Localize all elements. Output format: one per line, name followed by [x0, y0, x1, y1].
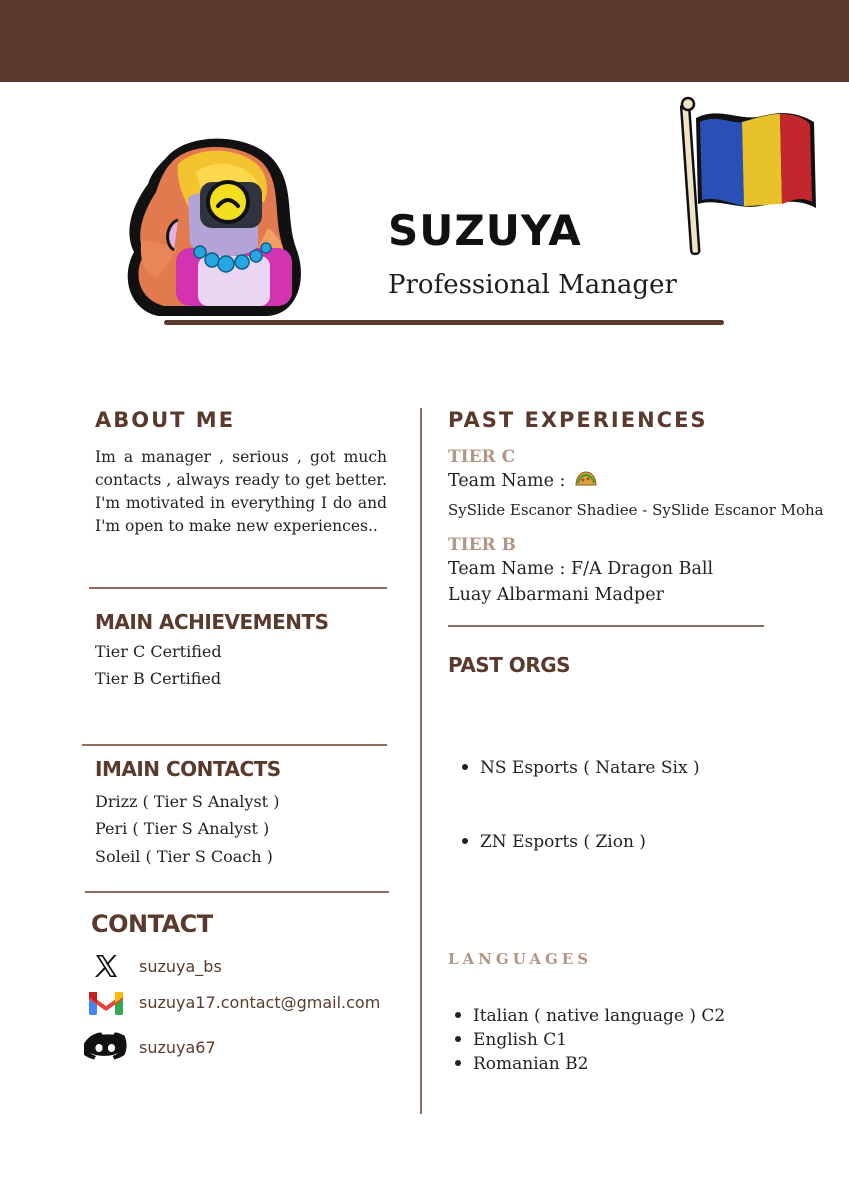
bullet-icon: [462, 764, 468, 770]
language-name: Romanian B2: [473, 1054, 589, 1074]
romania-flag-icon: [676, 96, 822, 258]
team-members-c: SySlide Escanor Shadiee - SySlide Escanor Moha: [448, 501, 824, 519]
orgs-heading: PAST ORGS: [448, 653, 571, 677]
org-item: [462, 832, 646, 852]
main-contact-item: Soleil ( Tier S Coach ): [95, 847, 273, 866]
gmail-icon: [84, 986, 128, 1018]
bullet-icon: [455, 1012, 461, 1018]
email-address[interactable]: suzuya17.contact@gmail.com: [139, 992, 381, 1012]
org-name: ZN Esports ( Zion ): [480, 832, 646, 852]
bullet-icon: [455, 1036, 461, 1042]
discord-icon: [84, 1031, 128, 1063]
contact-x[interactable]: [84, 950, 222, 982]
contact-email[interactable]: [84, 986, 380, 1018]
about-heading: ABOUT ME: [95, 408, 236, 432]
achievements-heading: MAIN ACHIEVEMENTS: [95, 610, 329, 634]
top-banner: [0, 0, 849, 82]
person-role: Professional Manager: [388, 270, 677, 300]
achievement-item: Tier C Certified: [95, 642, 222, 661]
about-text: Im a manager , serious , got much contacts , always ready to get better. I'm motivated in everything I do and I'm open to make new experiences..: [95, 448, 387, 535]
contact-discord[interactable]: [84, 1031, 216, 1063]
section-divider: [82, 744, 387, 746]
org-item: [462, 758, 700, 778]
x-logo-icon: [84, 950, 128, 982]
language-name: Italian ( native language ) C2: [473, 1006, 726, 1026]
language-name: English C1: [473, 1030, 568, 1050]
avatar-illustration: [118, 128, 310, 320]
tier-c-label: TIER C: [448, 447, 516, 467]
taco-icon: [575, 471, 597, 492]
team-name-b: Team Name : F/A Dragon Ball: [448, 559, 714, 579]
main-contacts-heading: IMAIN CONTACTS: [95, 757, 281, 781]
languages-heading: LANGUAGES: [448, 950, 593, 968]
team-name-label: Team Name :: [448, 471, 566, 491]
section-divider: [448, 625, 764, 627]
bullet-icon: [462, 838, 468, 844]
language-item: [455, 1030, 567, 1050]
achievement-item: Tier B Certified: [95, 669, 222, 688]
section-divider: [85, 891, 389, 893]
person-name: SUZUYA: [388, 206, 582, 255]
x-handle[interactable]: suzuya_bs: [139, 956, 222, 976]
column-divider: [420, 408, 422, 1114]
tier-b-label: TIER B: [448, 535, 516, 555]
experiences-heading: PAST EXPERIENCES: [448, 408, 708, 432]
bullet-icon: [455, 1060, 461, 1066]
title-underline: [164, 320, 724, 325]
contact-heading: CONTACT: [91, 910, 213, 938]
discord-handle[interactable]: suzuya67: [139, 1037, 216, 1057]
team-name-c: [448, 471, 597, 492]
section-divider: [89, 587, 387, 589]
language-item: [455, 1054, 588, 1074]
language-item: [455, 1006, 725, 1026]
team-members-b: Luay Albarmani Madper: [448, 585, 664, 605]
main-contact-item: Drizz ( Tier S Analyst ): [95, 792, 280, 811]
main-contact-item: Peri ( Tier S Analyst ): [95, 819, 270, 838]
org-name: NS Esports ( Natare Six ): [480, 758, 700, 778]
